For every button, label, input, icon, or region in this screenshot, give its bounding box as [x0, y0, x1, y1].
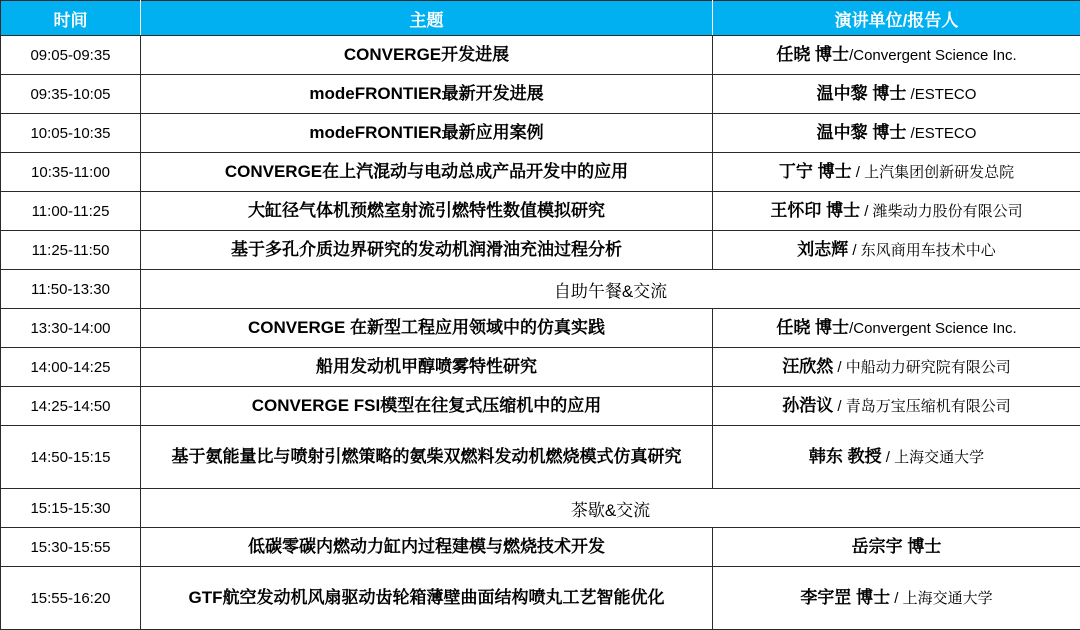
- row-time: 09:05-09:35: [1, 36, 141, 75]
- row-time: 11:00-11:25: [1, 192, 141, 231]
- row-time: 11:50-13:30: [1, 270, 141, 309]
- table-row: [1, 348, 1080, 387]
- row-topic: 低碳零碳内燃动力缸内过程建模与燃烧技术开发: [141, 528, 713, 567]
- row-topic: modeFRONTIER最新应用案例: [141, 114, 713, 153]
- table-row: [1, 426, 1080, 489]
- speaker-org: /ESTECO: [906, 86, 976, 103]
- table-row: [1, 114, 1080, 153]
- agenda-body: [1, 36, 1080, 630]
- speaker-org: /Convergent Science Inc.: [849, 47, 1017, 64]
- speaker-name: 韩东 教授: [809, 447, 882, 466]
- table-row: [1, 192, 1080, 231]
- column-header-speaker: 演讲单位/报告人: [713, 1, 1080, 36]
- table-row: [1, 36, 1080, 75]
- row-topic: 大缸径气体机预燃室射流引燃特性数值模拟研究: [141, 192, 713, 231]
- speaker-name: 岳宗宇 博士: [852, 537, 942, 556]
- row-speaker: [713, 153, 1080, 192]
- table-header-row: [1, 1, 1080, 36]
- row-time: 10:05-10:35: [1, 114, 141, 153]
- row-time: 10:35-11:00: [1, 153, 141, 192]
- speaker-name: 汪欣然: [782, 357, 833, 376]
- row-speaker: [713, 309, 1080, 348]
- row-speaker: [713, 192, 1080, 231]
- table-row-break: [1, 489, 1080, 528]
- table-row-break: [1, 270, 1080, 309]
- row-break-label: 自助午餐&交流: [141, 270, 1080, 309]
- speaker-org: /ESTECO: [906, 125, 976, 142]
- row-speaker: [713, 387, 1080, 426]
- row-speaker: [713, 114, 1080, 153]
- row-topic: modeFRONTIER最新开发进展: [141, 75, 713, 114]
- column-header-time: 时间: [1, 1, 141, 36]
- row-time: 15:55-16:20: [1, 567, 141, 630]
- speaker-org: / 青岛万宝压缩机有限公司: [833, 398, 1011, 415]
- table-row: [1, 309, 1080, 348]
- row-topic: CONVERGE在上汽混动与电动总成产品开发中的应用: [141, 153, 713, 192]
- column-header-topic: 主题: [141, 1, 713, 36]
- row-speaker: [713, 426, 1080, 489]
- row-time: 09:35-10:05: [1, 75, 141, 114]
- speaker-org: /Convergent Science Inc.: [849, 320, 1017, 337]
- table-row: [1, 567, 1080, 630]
- speaker-name: 王怀印 博士: [770, 201, 860, 220]
- speaker-org: / 潍柴动力股份有限公司: [860, 203, 1023, 220]
- speaker-org: / 东风商用车技术中心: [848, 242, 996, 259]
- row-time: 15:30-15:55: [1, 528, 141, 567]
- row-topic: 船用发动机甲醇喷雾特性研究: [141, 348, 713, 387]
- row-speaker: [713, 348, 1080, 387]
- row-time: 15:15-15:30: [1, 489, 141, 528]
- row-topic: 基于多孔介质边界研究的发动机润滑油充油过程分析: [141, 231, 713, 270]
- speaker-org: / 上海交通大学: [890, 590, 993, 607]
- row-break-label: 茶歇&交流: [141, 489, 1080, 528]
- speaker-name: 刘志辉: [797, 240, 848, 259]
- row-time: 11:25-11:50: [1, 231, 141, 270]
- row-topic: GTF航空发动机风扇驱动齿轮箱薄壁曲面结构喷丸工艺智能优化: [141, 567, 713, 630]
- table-row: [1, 231, 1080, 270]
- row-speaker: [713, 231, 1080, 270]
- row-speaker: [713, 36, 1080, 75]
- speaker-org: / 上海交通大学: [882, 449, 985, 466]
- row-time: 14:50-15:15: [1, 426, 141, 489]
- table-row: [1, 528, 1080, 567]
- speaker-name: 温中黎 博士: [817, 123, 907, 142]
- row-topic: CONVERGE FSI模型在往复式压缩机中的应用: [141, 387, 713, 426]
- speaker-name: 温中黎 博士: [817, 84, 907, 103]
- speaker-org: / 上汽集团创新研发总院: [852, 164, 1015, 181]
- table-row: [1, 75, 1080, 114]
- row-time: 14:00-14:25: [1, 348, 141, 387]
- speaker-name: 任晓 博士: [776, 318, 849, 337]
- row-speaker: [713, 567, 1080, 630]
- table-row: [1, 153, 1080, 192]
- speaker-org: / 中船动力研究院有限公司: [833, 359, 1011, 376]
- row-speaker: [713, 75, 1080, 114]
- row-speaker: [713, 528, 1080, 567]
- table-row: [1, 387, 1080, 426]
- row-time: 14:25-14:50: [1, 387, 141, 426]
- row-time: 13:30-14:00: [1, 309, 141, 348]
- speaker-name: 孙浩议: [782, 396, 833, 415]
- row-topic: CONVERGE开发进展: [141, 36, 713, 75]
- row-topic: 基于氨能量比与喷射引燃策略的氨柴双燃料发动机燃烧模式仿真研究: [141, 426, 713, 489]
- row-topic: CONVERGE 在新型工程应用领域中的仿真实践: [141, 309, 713, 348]
- speaker-name: 任晓 博士: [776, 45, 849, 64]
- speaker-name: 丁宁 博士: [779, 162, 852, 181]
- speaker-name: 李宇罡 博士: [800, 588, 890, 607]
